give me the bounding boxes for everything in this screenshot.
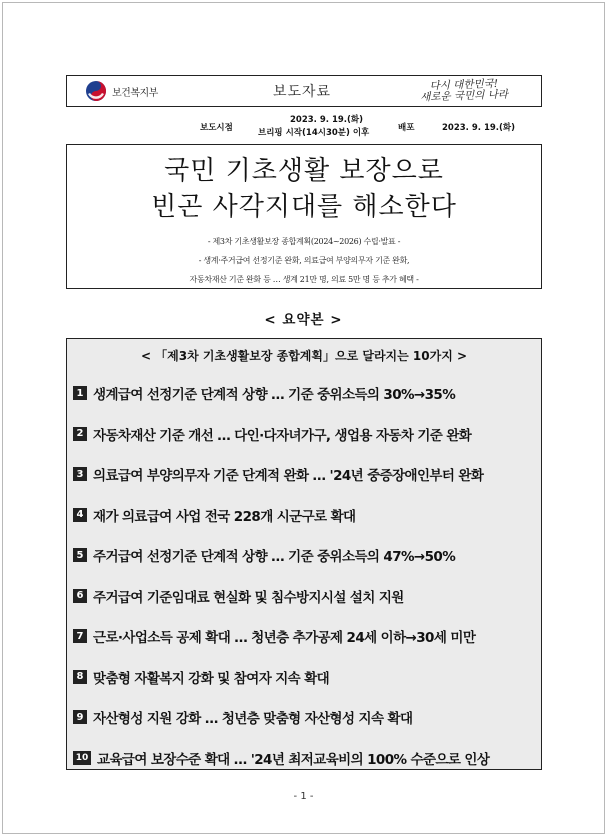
item-text: 자산형성 지원 강화 … 청년층 맞춤형 자산형성 지속 확대 bbox=[93, 711, 413, 727]
summary-item bbox=[73, 424, 471, 444]
subtitle-line-1: - 제3차 기초생활보장 종합계획(2024~2026) 수립·발표 - bbox=[207, 237, 401, 246]
slogan bbox=[387, 77, 542, 104]
item-number-badge: 5 bbox=[73, 548, 87, 562]
item-text: 근로·사업소득 공제 확대 … 청년층 추가공제 24세 이하→30세 미만 bbox=[93, 630, 476, 646]
release-info bbox=[200, 112, 540, 138]
summary-box bbox=[66, 338, 542, 770]
summary-list-header: < 「제3차 기초생활보장 종합계획」으로 달라지는 10가지 > bbox=[140, 349, 468, 363]
slogan-line-1: 다시 대한민국! bbox=[429, 77, 499, 93]
summary-item bbox=[73, 383, 455, 403]
item-number-badge: 9 bbox=[73, 710, 87, 724]
summary-item bbox=[73, 667, 329, 687]
summary-item bbox=[73, 464, 483, 484]
item-text: 생계급여 선정기준 단계적 상향 … 기준 중위소득의 30%→35% bbox=[93, 387, 456, 403]
summary-item bbox=[73, 748, 489, 768]
header-title: 보도자료 bbox=[272, 84, 332, 100]
headline-line-1: 국민 기초생활 보장으로 bbox=[164, 156, 444, 186]
item-number-badge: 3 bbox=[73, 467, 87, 481]
ministry-name: 보건복지부 bbox=[112, 87, 158, 99]
item-number-badge: 1 bbox=[73, 386, 87, 400]
press-release-header bbox=[66, 75, 542, 107]
summary-item bbox=[73, 586, 404, 606]
item-number-badge: 6 bbox=[73, 589, 87, 603]
item-number-badge: 4 bbox=[73, 508, 87, 522]
item-text: 맞춤형 자활복지 강화 및 참여자 지속 확대 bbox=[93, 670, 330, 687]
embargo-label: 보도시점 bbox=[200, 123, 233, 133]
release-date: 2023. 9. 19.(화) bbox=[442, 123, 515, 133]
item-text: 주거급여 기준임대료 현실화 및 침수방지시설 설치 지원 bbox=[93, 589, 404, 606]
ministry-brand bbox=[67, 80, 217, 102]
summary-item bbox=[73, 545, 455, 565]
page-number: - 1 - bbox=[293, 791, 314, 802]
subtitle-line-2: - 생계·주거급여 선정기준 완화, 의료급여 부양의무자 기준 완화, bbox=[198, 256, 410, 265]
item-number-badge: 2 bbox=[73, 427, 87, 441]
taegeuk-logo-icon bbox=[85, 80, 107, 102]
item-number-badge: 7 bbox=[73, 629, 87, 643]
release-label: 배포 bbox=[398, 123, 415, 133]
item-text: 의료급여 부양의무자 기준 단계적 완화 … '24년 중증장애인부터 완화 bbox=[93, 468, 484, 484]
summary-item bbox=[73, 505, 355, 525]
subtitle-line-3: 자동차재산 기준 완화 등 … 생계 21만 명, 의료 5만 명 등 추가 혜택 - bbox=[189, 275, 419, 284]
item-text: 주거급여 선정기준 단계적 상향 … 기준 중위소득의 47%→50% bbox=[93, 549, 456, 565]
item-number-badge: 8 bbox=[73, 670, 87, 684]
summary-item bbox=[73, 626, 475, 646]
embargo-time: 브리핑 시작(14시30분) 이후 bbox=[258, 128, 370, 138]
slogan-line-2: 새로운 국민의 나라 bbox=[420, 88, 509, 104]
summary-item bbox=[73, 707, 412, 727]
item-text: 자동차재산 기준 개선 … 다인·다자녀가구, 생업용 자동차 기준 완화 bbox=[93, 427, 472, 444]
summary-label: < 요약본 > bbox=[264, 312, 343, 328]
item-text: 재가 의료급여 사업 전국 228개 시군구로 확대 bbox=[93, 508, 356, 525]
headline-line-2: 빈곤 사각지대를 해소한다 bbox=[151, 192, 457, 222]
headline-box bbox=[66, 144, 542, 289]
embargo-date: 2023. 9. 19.(화) bbox=[290, 115, 363, 125]
item-number-badge: 10 bbox=[73, 751, 91, 765]
item-text: 교육급여 보장수준 확대 … '24년 최저교육비의 100% 수준으로 인상 bbox=[97, 751, 490, 768]
